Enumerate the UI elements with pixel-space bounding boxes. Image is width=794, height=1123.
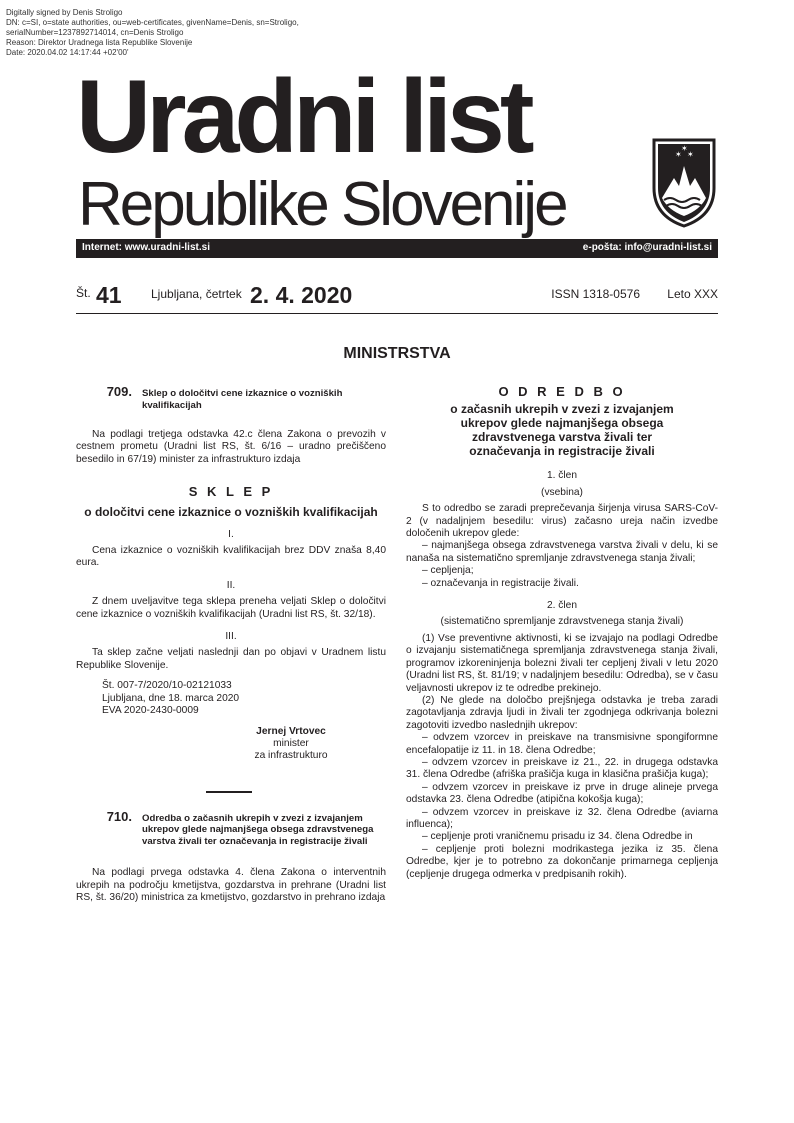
act-709-heading	[76, 386, 386, 411]
act-number: 709.	[106, 384, 132, 399]
issue-place: Ljubljana, četrtek	[151, 287, 242, 301]
article-number: 1. člen	[546, 470, 577, 482]
roman-numeral: III.	[225, 631, 237, 643]
signatory-role: minister	[273, 737, 309, 749]
roman-numeral: II.	[226, 579, 236, 591]
paragraph: (1) Vse preventivne aktivnosti, ki se izvajajo na podlagi Odredbe o izvajanju sistematičnega spremljanja zdravstvenega stanja živali, programov izkoreninjenja bolezni živali ter cepljenj živali v letu 2020 (Uradni list RS, št. 81/19; v nadaljnjem besedilu: Odredba), se v času veljavnosti ukrepov iz te odredbe prekinejo.	[406, 632, 718, 694]
section-title: MINISTRSTVA	[343, 345, 451, 362]
masthead-title: Uradni list	[76, 59, 530, 175]
issue-number-label: Št.	[76, 286, 91, 300]
bullet-item: – odvzem vzorcev in preiskave iz 32. člena Odredbe (aviarna influenca);	[406, 806, 718, 830]
article-subject: (sistematično spremljanje zdravstvenega stanja živali)	[440, 616, 684, 628]
header-rule	[76, 313, 718, 314]
issue-line	[76, 282, 718, 312]
act-710-heading	[76, 808, 386, 848]
article-number: 2. člen	[546, 600, 577, 612]
reference-number: Št. 007-7/2020/10-02121033	[102, 680, 232, 692]
bullet-item: – odvzem vzorcev in preiskave na transmisivne spongiformne encefalopatije iz 11. in 18. člena Odredbe;	[406, 732, 718, 756]
roman-numeral: I.	[228, 528, 234, 540]
signature-line: serialNumber=1237892714014, cn=Denis Stroligo	[6, 28, 184, 37]
signature-line: Reason: Direktor Uradnega lista Republike Slovenije	[6, 38, 193, 47]
digital-signature	[6, 8, 346, 58]
bullet-item: – odvzem vzorcev in preiskave iz 21., 22. in drugega odstavka 31. člena Odredbe (afriška prašičja kuga in klasična prašičja kuga);	[406, 756, 718, 781]
act-title: Odredba o začasnih ukrepih v zvezi z izvajanjem ukrepov glede najmanjšega obsega zdravstvenega varstva živali ter označevanja in registracije živali	[142, 812, 374, 847]
reference-date: Ljubljana, dne 18. marca 2020	[102, 692, 240, 704]
signature-line: Digitally signed by Denis Stroligo	[6, 8, 123, 17]
paragraph: (2) Ne glede na določbo prejšnjega odstavka je treba zaradi zagotavljanja zdravja ljudi in živali ter zgodnjega odkrivanja bolezni zagotoviti izvedbo naslednjih ukrepov:	[406, 694, 718, 731]
bullet-item: – najmanjšega obsega zdravstvenega varstva živali v delu, ki se nanaša na sistematično spremljanje zdravstvenega stanja živali;	[406, 540, 718, 564]
email-link[interactable]: e-pošta: info@uradni-list.si	[582, 242, 712, 253]
right-column	[406, 386, 718, 881]
issue-number: 41	[96, 282, 122, 308]
signature-line: Date: 2020.04.02 14:17:44 +02'00'	[6, 48, 129, 57]
reference-eva: EVA 2020-2430-0009	[102, 705, 199, 717]
intro-paragraph: Na podlagi tretjega odstavka 42.c člena Zakona o prevozih v cestnem prometu (Uradni list RS, št. 6/16 – uradno prečiščeno besedilo in 67/19) minister za infrastrukturo izdaja	[76, 429, 386, 465]
signature-line: DN: c=SI, o=state authorities, ou=web-certificates, givenName=Denis, sn=Stroligo,	[6, 18, 299, 27]
signatory-role: za infrastrukturo	[254, 750, 328, 762]
bullet-item: – odvzem vzorcev in preiskave iz prve in druge alineje prvega odstavka 23. člena Odredbe (atipična kokošja kuga);	[406, 781, 718, 806]
paragraph: Cena izkaznice o vozniških kvalifikacijah brez DDV znaša 8,40 eura.	[76, 545, 386, 569]
article-subject: (vsebina)	[541, 486, 583, 498]
decision-heading: S K L E P	[188, 484, 274, 500]
contact-bar	[76, 239, 718, 258]
svg-text:✶: ✶	[687, 150, 694, 159]
order-title: o začasnih ukrepih v zvezi z izvajanjem ukrepov glede najmanjšega obsega zdravstvenega varstva živali ter označevanja in registracije živali	[450, 402, 674, 459]
bullet-item: – označevanja in registracije živali.	[422, 577, 579, 589]
masthead-subtitle: Republike Slovenije	[78, 170, 566, 239]
act-title: Sklep o določitvi cene izkaznice o vozniških kvalifikacijah	[142, 388, 343, 411]
order-heading: O D R E D B O	[498, 384, 626, 399]
left-column	[76, 386, 386, 904]
svg-text:✶: ✶	[675, 150, 682, 159]
bullet-item: – cepljenja;	[422, 565, 474, 577]
signatory-name: Jernej Vrtovec	[256, 725, 326, 737]
svg-text:✶: ✶	[681, 144, 688, 153]
divider	[206, 791, 252, 793]
paragraph: S to odredbo se zaradi preprečevanja širjenja virusa SARS-CoV-2 (v nadaljnjem besedilu: virus) začasno ureja način izvedbe določenih ukrepov glede:	[406, 503, 718, 540]
bullet-item: – cepljenje proti bolezni modrikastega jezika iz 35. člena Odredbe, kjer je to potrebno za dokončanje primarnega cepljenja (cepljenje drugega odmerka v predpisanih rokih).	[406, 843, 718, 880]
intro-paragraph: Na podlagi prvega odstavka 4. člena Zakona o interventnih ukrepih na področju kmetijstva, gozdarstva in prehrane (Uradni list RS, št. 36/20) ministrica za kmetijstvo, gozdarstvo in prehrano izdaja	[76, 867, 386, 904]
bullet-item: – cepljenje proti vraničnemu prisadu iz 34. člena Odredbe in	[422, 831, 693, 843]
coat-of-arms-icon	[650, 136, 718, 228]
paragraph: Z dnem uveljavitve tega sklepa preneha veljati Sklep o določitvi cene izkaznice o vozniških kvalifikacijah (Uradni list RS, št. 32/18).	[76, 596, 386, 620]
internet-link[interactable]: Internet: www.uradni-list.si	[82, 242, 210, 253]
issue-date: 2. 4. 2020	[250, 282, 353, 308]
issn: ISSN 1318-0576	[551, 287, 640, 301]
paragraph: Ta sklep začne veljati naslednji dan po objavi v Uradnem listu Republike Slovenije.	[76, 647, 386, 671]
act-number: 710.	[106, 808, 132, 824]
decision-title: o določitvi cene izkaznice o vozniških kvalifikacijah	[84, 504, 378, 519]
issue-year: Leto XXX	[667, 287, 718, 301]
